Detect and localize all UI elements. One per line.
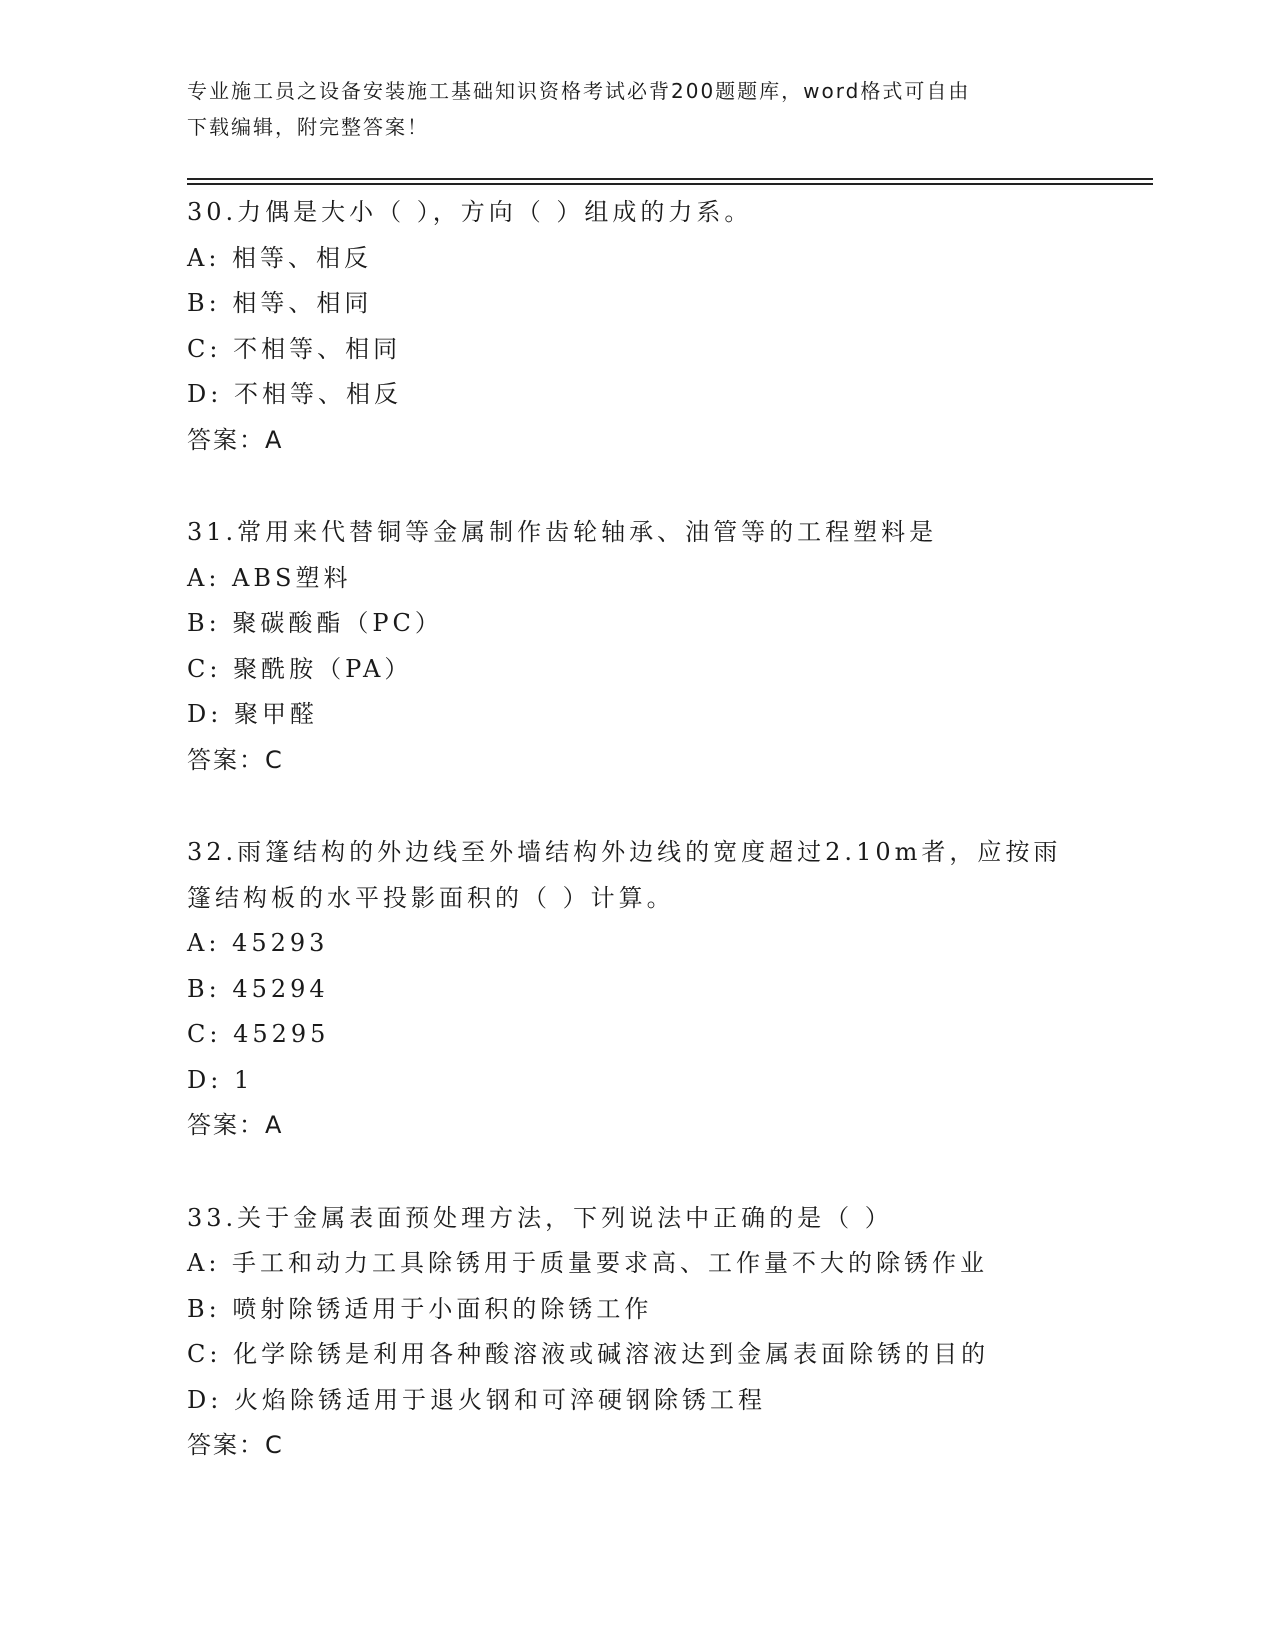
question-30 — [187, 190, 1087, 463]
question-stem: 30.力偶是大小（ ），方向（ ）组成的力系。 — [187, 198, 753, 226]
option-a: A: 相等、相反 — [187, 243, 373, 272]
option-d: D: 火焰除锈适用于退火钢和可淬硬钢除锈工程 — [187, 1385, 766, 1414]
option-a: A: 手工和动力工具除锈用于质量要求高、工作量不大的除锈作业 — [187, 1249, 989, 1277]
question-31 — [187, 510, 1087, 783]
header-line-1: 专业施工员之设备安装施工基础知识资格考试必背200题题库，word格式可自由 — [187, 79, 971, 103]
option-d: D: 聚甲醛 — [187, 700, 318, 728]
question-stem: 32.雨篷结构的外边线至外墙结构外边线的宽度超过2.10m者，应按雨 — [187, 838, 1062, 866]
answer: 答案：A — [187, 425, 284, 454]
option-d: D: 1 — [187, 1065, 254, 1094]
option-a: A: ABS塑料 — [187, 563, 352, 592]
option-c: C: 45295 — [187, 1020, 330, 1048]
header-rule-bottom — [187, 183, 1153, 185]
question-stem-continued: 篷结构板的水平投影面积的（ ）计算。 — [187, 883, 675, 912]
question-32 — [187, 830, 1087, 1149]
question-list — [187, 190, 1087, 1516]
option-b: B: 喷射除锈适用于小面积的除锈工作 — [187, 1294, 653, 1323]
document-header — [187, 73, 1067, 145]
option-b: B: 聚碳酸酯（PC） — [187, 609, 443, 637]
answer: 答案：C — [187, 745, 284, 774]
header-rule-top — [187, 178, 1153, 180]
option-c: C: 不相等、相同 — [187, 334, 402, 363]
option-b: B: 45294 — [187, 974, 329, 1003]
option-b: B: 相等、相同 — [187, 289, 373, 317]
answer: 答案：C — [187, 1431, 284, 1459]
question-stem: 31.常用来代替铜等金属制作齿轮轴承、油管等的工程塑料是 — [187, 518, 938, 546]
answer: 答案：A — [187, 1111, 284, 1139]
question-stem: 33.关于金属表面预处理方法，下列说法中正确的是（ ） — [187, 1203, 893, 1232]
question-33 — [187, 1196, 1087, 1469]
option-c: C: 聚酰胺（PA） — [187, 654, 413, 683]
option-c: C: 化学除锈是利用各种酸溶液或碱溶液达到金属表面除锈的目的 — [187, 1340, 990, 1368]
header-line-2: 下载编辑，附完整答案！ — [187, 115, 429, 139]
option-a: A: 45293 — [187, 929, 329, 957]
option-d: D: 不相等、相反 — [187, 380, 402, 408]
